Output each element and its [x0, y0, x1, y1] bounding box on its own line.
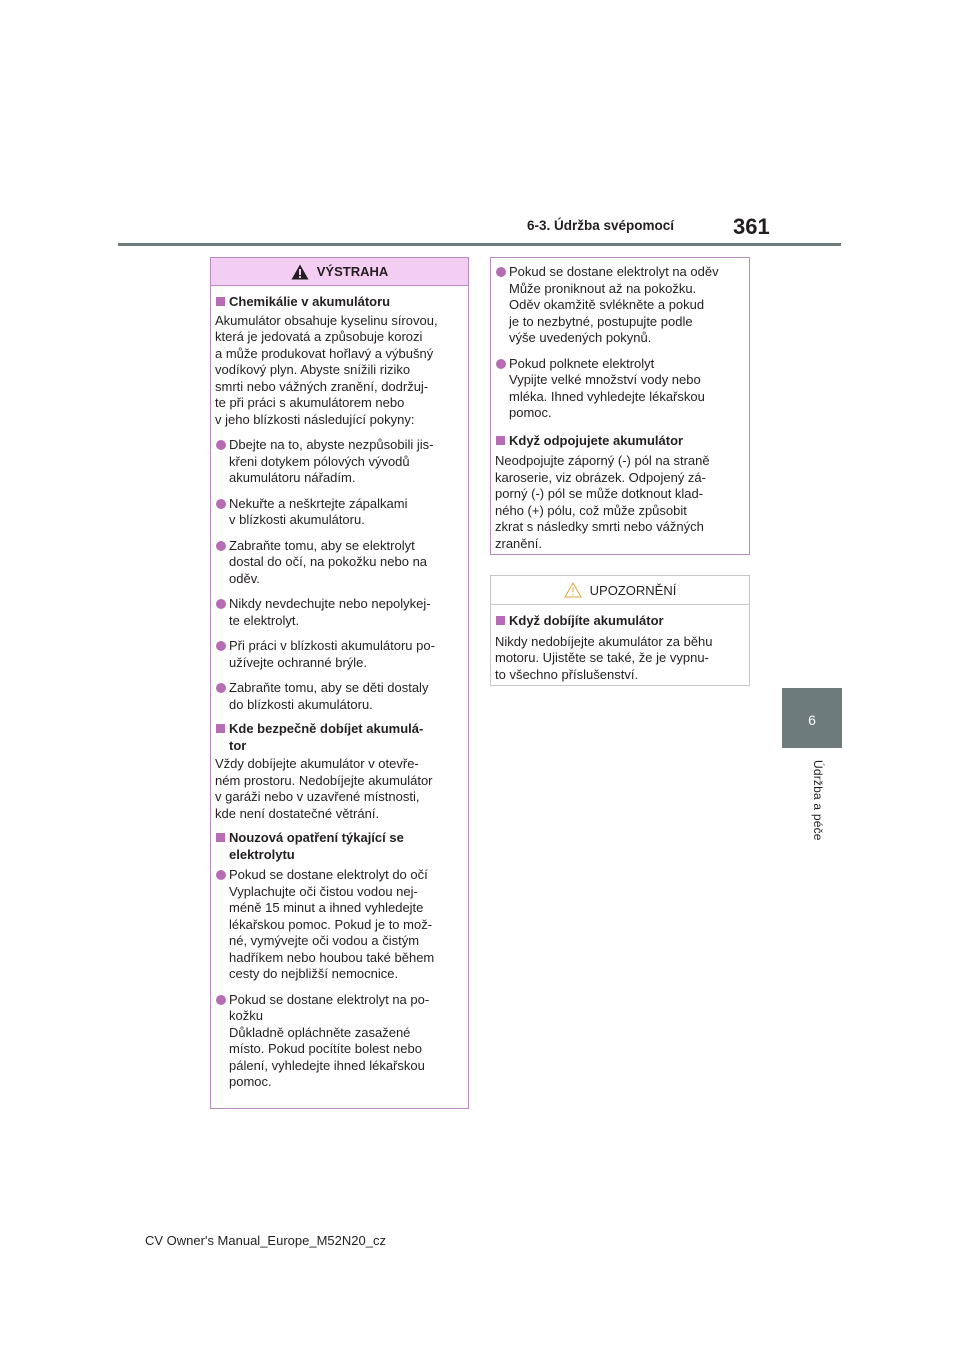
list-item: Nikdy nevdechujte nebo nepolykej- te elektrolyt. — [215, 596, 462, 629]
circle-bullet-icon — [216, 870, 226, 880]
circle-bullet-icon — [216, 499, 226, 509]
circle-bullet-icon — [496, 267, 506, 277]
circle-bullet-icon — [216, 599, 226, 609]
warning-box — [210, 257, 469, 1109]
paragraph: Vždy dobíjejte akumulátor v otevře- ném prostoru. Nedobíjejte akumulátor v garáži nebo v uzavřené místnosti, kde není dostatečné větrání. — [215, 756, 433, 821]
circle-bullet-icon — [216, 440, 226, 450]
section-title: 6-3. Údržba svépomocí — [527, 218, 675, 233]
notice-header — [491, 576, 749, 605]
notice-body — [491, 605, 749, 687]
warning-box-continued — [490, 257, 750, 555]
subheading-disconnecting: Když odpojujete akumulátor — [495, 433, 743, 450]
paragraph: Neodpojujte záporný (-) pól na straně karoserie, viz obrázek. Odpojený zá- porný (-) pól se může dotknout klad- ného (+) pólu, což může způsobit zkrat s následky smrti nebo vážných zranění. — [495, 453, 710, 551]
circle-bullet-icon — [216, 683, 226, 693]
list-item: Dbejte na to, abyste nezpůsobili jis- křeni dotykem pólových vývodů akumulátoru nářadím. — [215, 437, 462, 487]
page-number: 361 — [733, 214, 770, 239]
notice-title: UPOZORNĚNÍ — [589, 582, 677, 598]
circle-bullet-icon — [216, 541, 226, 551]
square-bullet-icon — [216, 724, 225, 733]
circle-bullet-icon — [216, 995, 226, 1005]
square-bullet-icon — [216, 833, 225, 842]
list-item: Pokud se dostane elektrolyt na po- kožku Důkladně opláchněte zasažené místo. Pokud pocítíte bolest nebo pálení, vyhledejte ihned lékařskou pomoc. — [215, 992, 462, 1091]
subheading-battery-chemicals: Chemikálie v akumulátoru — [215, 294, 462, 311]
list-item: Při práci v blízkosti akumulátoru po- užívejte ochranné brýle. — [215, 638, 462, 671]
list-item: Zabraňte tomu, aby se děti dostaly do blízkosti akumulátoru. — [215, 680, 462, 713]
paragraph: Akumulátor obsahuje kyselinu sírovou, která je jedovatá a způsobuje korozi a může produkovat hořlavý a výbušný vodíkový plyn. Abyste snížili riziko smrti nebo vážných zranění, dodržuj- te při práci s akumulátorem nebo v jeho blízkosti následující pokyny: — [215, 312, 438, 427]
warning-header — [211, 258, 468, 286]
list-item: Nekuřte a neškrtejte zápalkami v blízkosti akumulátoru. — [215, 496, 462, 529]
circle-bullet-icon — [216, 641, 226, 651]
square-bullet-icon — [496, 616, 505, 625]
square-bullet-icon — [496, 436, 505, 445]
paragraph: Nikdy nedobíjejte akumulátor za běhu motoru. Ujistěte se také, že je vypnu- to všechno příslušenství. — [495, 633, 713, 682]
warning-triangle-icon — [291, 264, 309, 280]
warning-body — [211, 286, 468, 1095]
warning-continued-body — [491, 258, 749, 556]
circle-bullet-icon — [496, 359, 506, 369]
list-item: Pokud se dostane elektrolyt na oděv Může proniknout až na pokožku. Oděv okamžitě svlékněte a pokud je to nezbytné, postupujte podle výše uvedených pokynů. — [495, 264, 743, 347]
footer-text: CV Owner's Manual_Europe_M52N20_cz — [145, 1233, 386, 1248]
subheading-charging-location: Kde bezpečně dobíjet akumulá- tor — [215, 721, 462, 754]
header-rule — [118, 243, 841, 246]
warning-title: VÝSTRAHA — [316, 264, 389, 279]
subheading-electrolyte-emergency: Nouzová opatření týkající se elektrolytu — [215, 830, 462, 863]
chapter-number: 6 — [808, 712, 816, 728]
list-item: Pokud polknete elektrolyt Vypijte velké množství vody nebo mléka. Ihned vyhledejte lékařskou pomoc. — [495, 356, 743, 422]
list-item: Pokud se dostane elektrolyt do očí Vyplachujte oči čistou vodou nej- méně 15 minut a ihned vyhledejte lékařskou pomoc. Pokud je to mož- né, vymývejte oči vodou a čistým hadříkem nebo houbou také během cesty do nejbližší nemocnice. — [215, 867, 462, 983]
chapter-label: Údržba a péče — [811, 760, 825, 841]
chapter-tab — [782, 688, 842, 748]
caution-triangle-icon — [564, 582, 582, 598]
subheading-charging: Když dobíjíte akumulátor — [495, 613, 743, 630]
notice-box — [490, 575, 750, 686]
square-bullet-icon — [216, 297, 225, 306]
list-item: Zabraňte tomu, aby se elektrolyt dostal do očí, na pokožku nebo na oděv. — [215, 538, 462, 588]
